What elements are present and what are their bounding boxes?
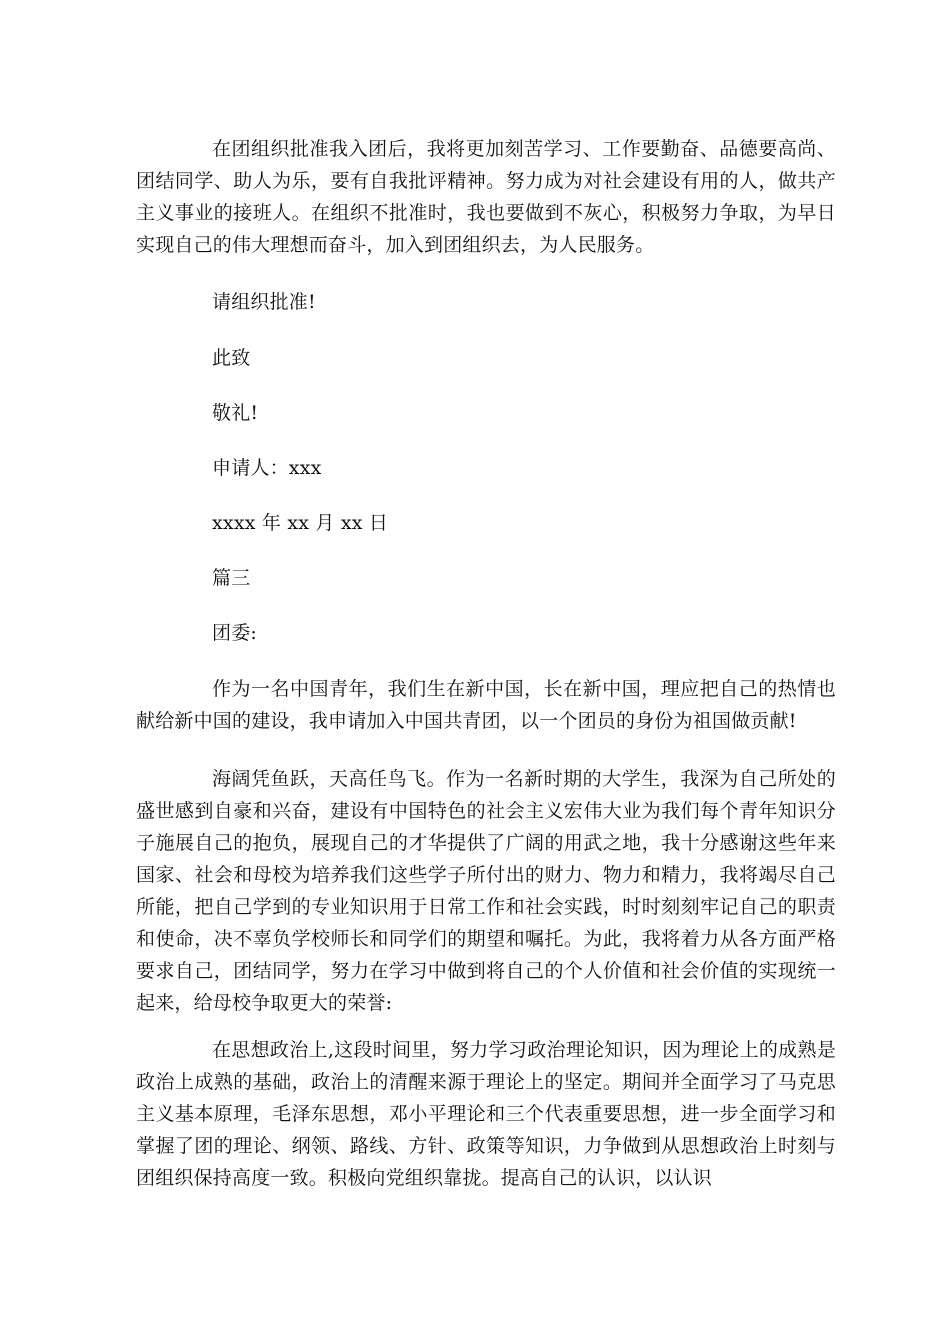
paragraph-3: 海阔凭鱼跃，天高任鸟飞。作为一名新时期的大学生，我深为自己所处的盛世感到自豪和兴奋，建设有中国特色的社会主义宏伟大业为我们每个青年知识分子施展自己的抱负，展现自己的才华提供了广阔的用武之地，我十分感谢这些年来国家、社会和母校为培养我们这些学子所付出的财力、物力和精力，我将竭尽自己所能，把自己学到的专业知识用于日常工作和社会实践，时时刻刻牢记自己的职责和使命，决不辜负学校师长和同学们的期望和嘱托。为此，我将着力从各方面严格要求自己，团结同学，努力在学习中做到将自己的个人价值和社会价值的实现统一起来，给母校争取更大的荣誉:: [136, 768, 836, 1014]
salutation-line-1: 此致: [212, 347, 251, 369]
request-line: 请组织批准!: [212, 291, 316, 313]
addressee-line: 团委:: [212, 622, 258, 644]
applicant-line: 申请人：xxx: [212, 457, 322, 479]
salutation-line-2: 敬礼!: [212, 402, 259, 424]
paragraph-2: 作为一名中国青年，我们生在新中国，长在新中国，理应把自己的热情也献给新中国的建设，我申请加入中国共青团，以一个团员的身份为祖国做贡献!: [136, 678, 836, 732]
section-heading: 篇三: [212, 567, 251, 589]
date-line: xxxx 年 xx 月 xx 日: [212, 512, 389, 534]
paragraph-4: 在思想政治上,这段时间里，努力学习政治理论知识，因为理论上的成熟是政治上成熟的基础，政治上的清醒来源于理论上的坚定。期间并全面学习了马克思主义基本原理，毛泽东思想，邓小平理论和三个代表重要思想，进一步全面学习和掌握了团的理论、纲领、路线、方针、政策等知识，力争做到从思想政治上时刻与团组织保持高度一致。积极向党组织靠拢。提高自己的认识，以认识: [136, 1039, 836, 1189]
paragraph-1: 在团组织批准我入团后，我将更加刻苦学习、工作要勤奋、品德要高尚、团结同学、助人为乐，要有自我批评精神。努力成为对社会建设有用的人，做共产主义事业的接班人。在组织不批准时，我也要做到不灰心，积极努力争取，为早日实现自己的伟大理想而奋斗，加入到团组织去，为人民服务。: [136, 138, 836, 256]
